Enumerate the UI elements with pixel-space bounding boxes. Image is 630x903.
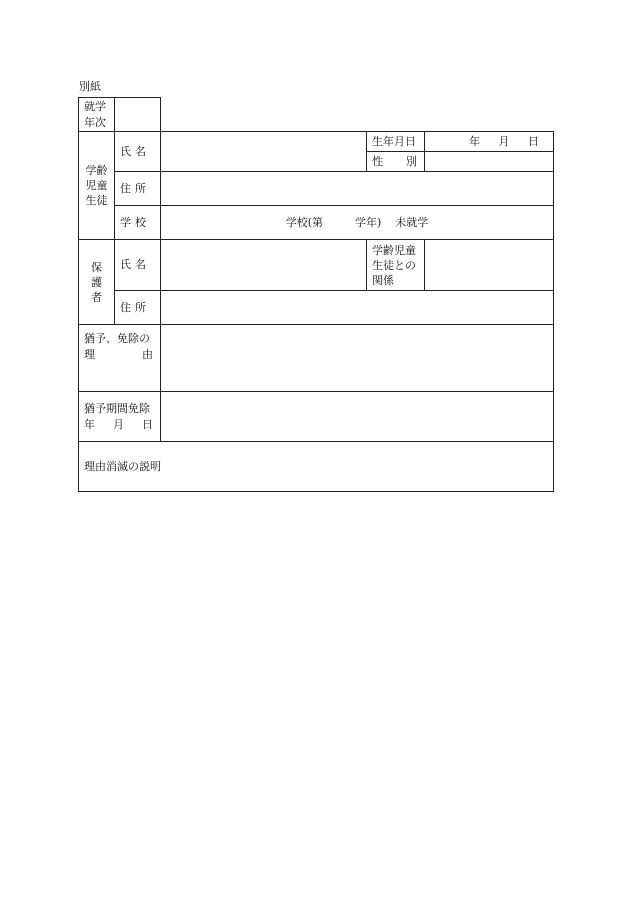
- relation-field[interactable]: [425, 240, 554, 291]
- guardian-name-label: 氏 名: [115, 240, 161, 291]
- school-part2: 学年): [355, 215, 382, 229]
- gender-label: 性 別: [367, 152, 425, 172]
- extinction-label: 理由消滅の説明: [84, 459, 161, 473]
- grade-blank: [161, 98, 554, 132]
- period-label: 猶予期間免除 年 月 日: [79, 392, 161, 442]
- guardian-address-label: 住 所: [115, 291, 161, 325]
- student-name-label: 氏 名: [115, 132, 161, 172]
- birthdate-label: 生年月日: [367, 132, 425, 152]
- extinction-row: [79, 442, 554, 492]
- school-part3: 未就学: [395, 215, 429, 229]
- student-address-label: 住 所: [115, 172, 161, 206]
- sheet-label: 別紙: [79, 80, 101, 93]
- grade-row: [79, 98, 554, 132]
- reason-row: [79, 325, 554, 392]
- period-field[interactable]: [161, 392, 554, 442]
- extinction-field[interactable]: [79, 442, 554, 492]
- school-part1: 学校(第: [285, 215, 323, 229]
- relation-label: 学齢児童 生徒との 関係: [367, 240, 425, 291]
- school-label: 学 校: [115, 206, 161, 240]
- guardian-name-field[interactable]: [161, 240, 367, 291]
- student-group-label: 学齢 児童 生徒: [79, 132, 115, 240]
- gender-field[interactable]: [425, 152, 554, 172]
- school-field[interactable]: [161, 206, 554, 240]
- school-row: [79, 206, 554, 240]
- guardian-address-row: [79, 291, 554, 325]
- grade-value-cell[interactable]: [115, 98, 161, 132]
- birthdate-field[interactable]: 年 月 日: [425, 132, 554, 152]
- student-address-row: [79, 172, 554, 206]
- student-name-row: [79, 132, 554, 152]
- guardian-group-label: 保 護 者: [79, 240, 115, 325]
- grade-label: 就学 年次: [79, 98, 115, 132]
- guardian-address-field[interactable]: [161, 291, 554, 325]
- reason-field[interactable]: [161, 325, 554, 392]
- student-address-field[interactable]: [161, 172, 554, 206]
- guardian-name-row: [79, 240, 554, 291]
- student-name-field[interactable]: [161, 132, 367, 172]
- period-row: [79, 392, 554, 442]
- reason-label: 猶予、免除の 理 由: [79, 325, 161, 392]
- deferment-form-table: [78, 97, 554, 492]
